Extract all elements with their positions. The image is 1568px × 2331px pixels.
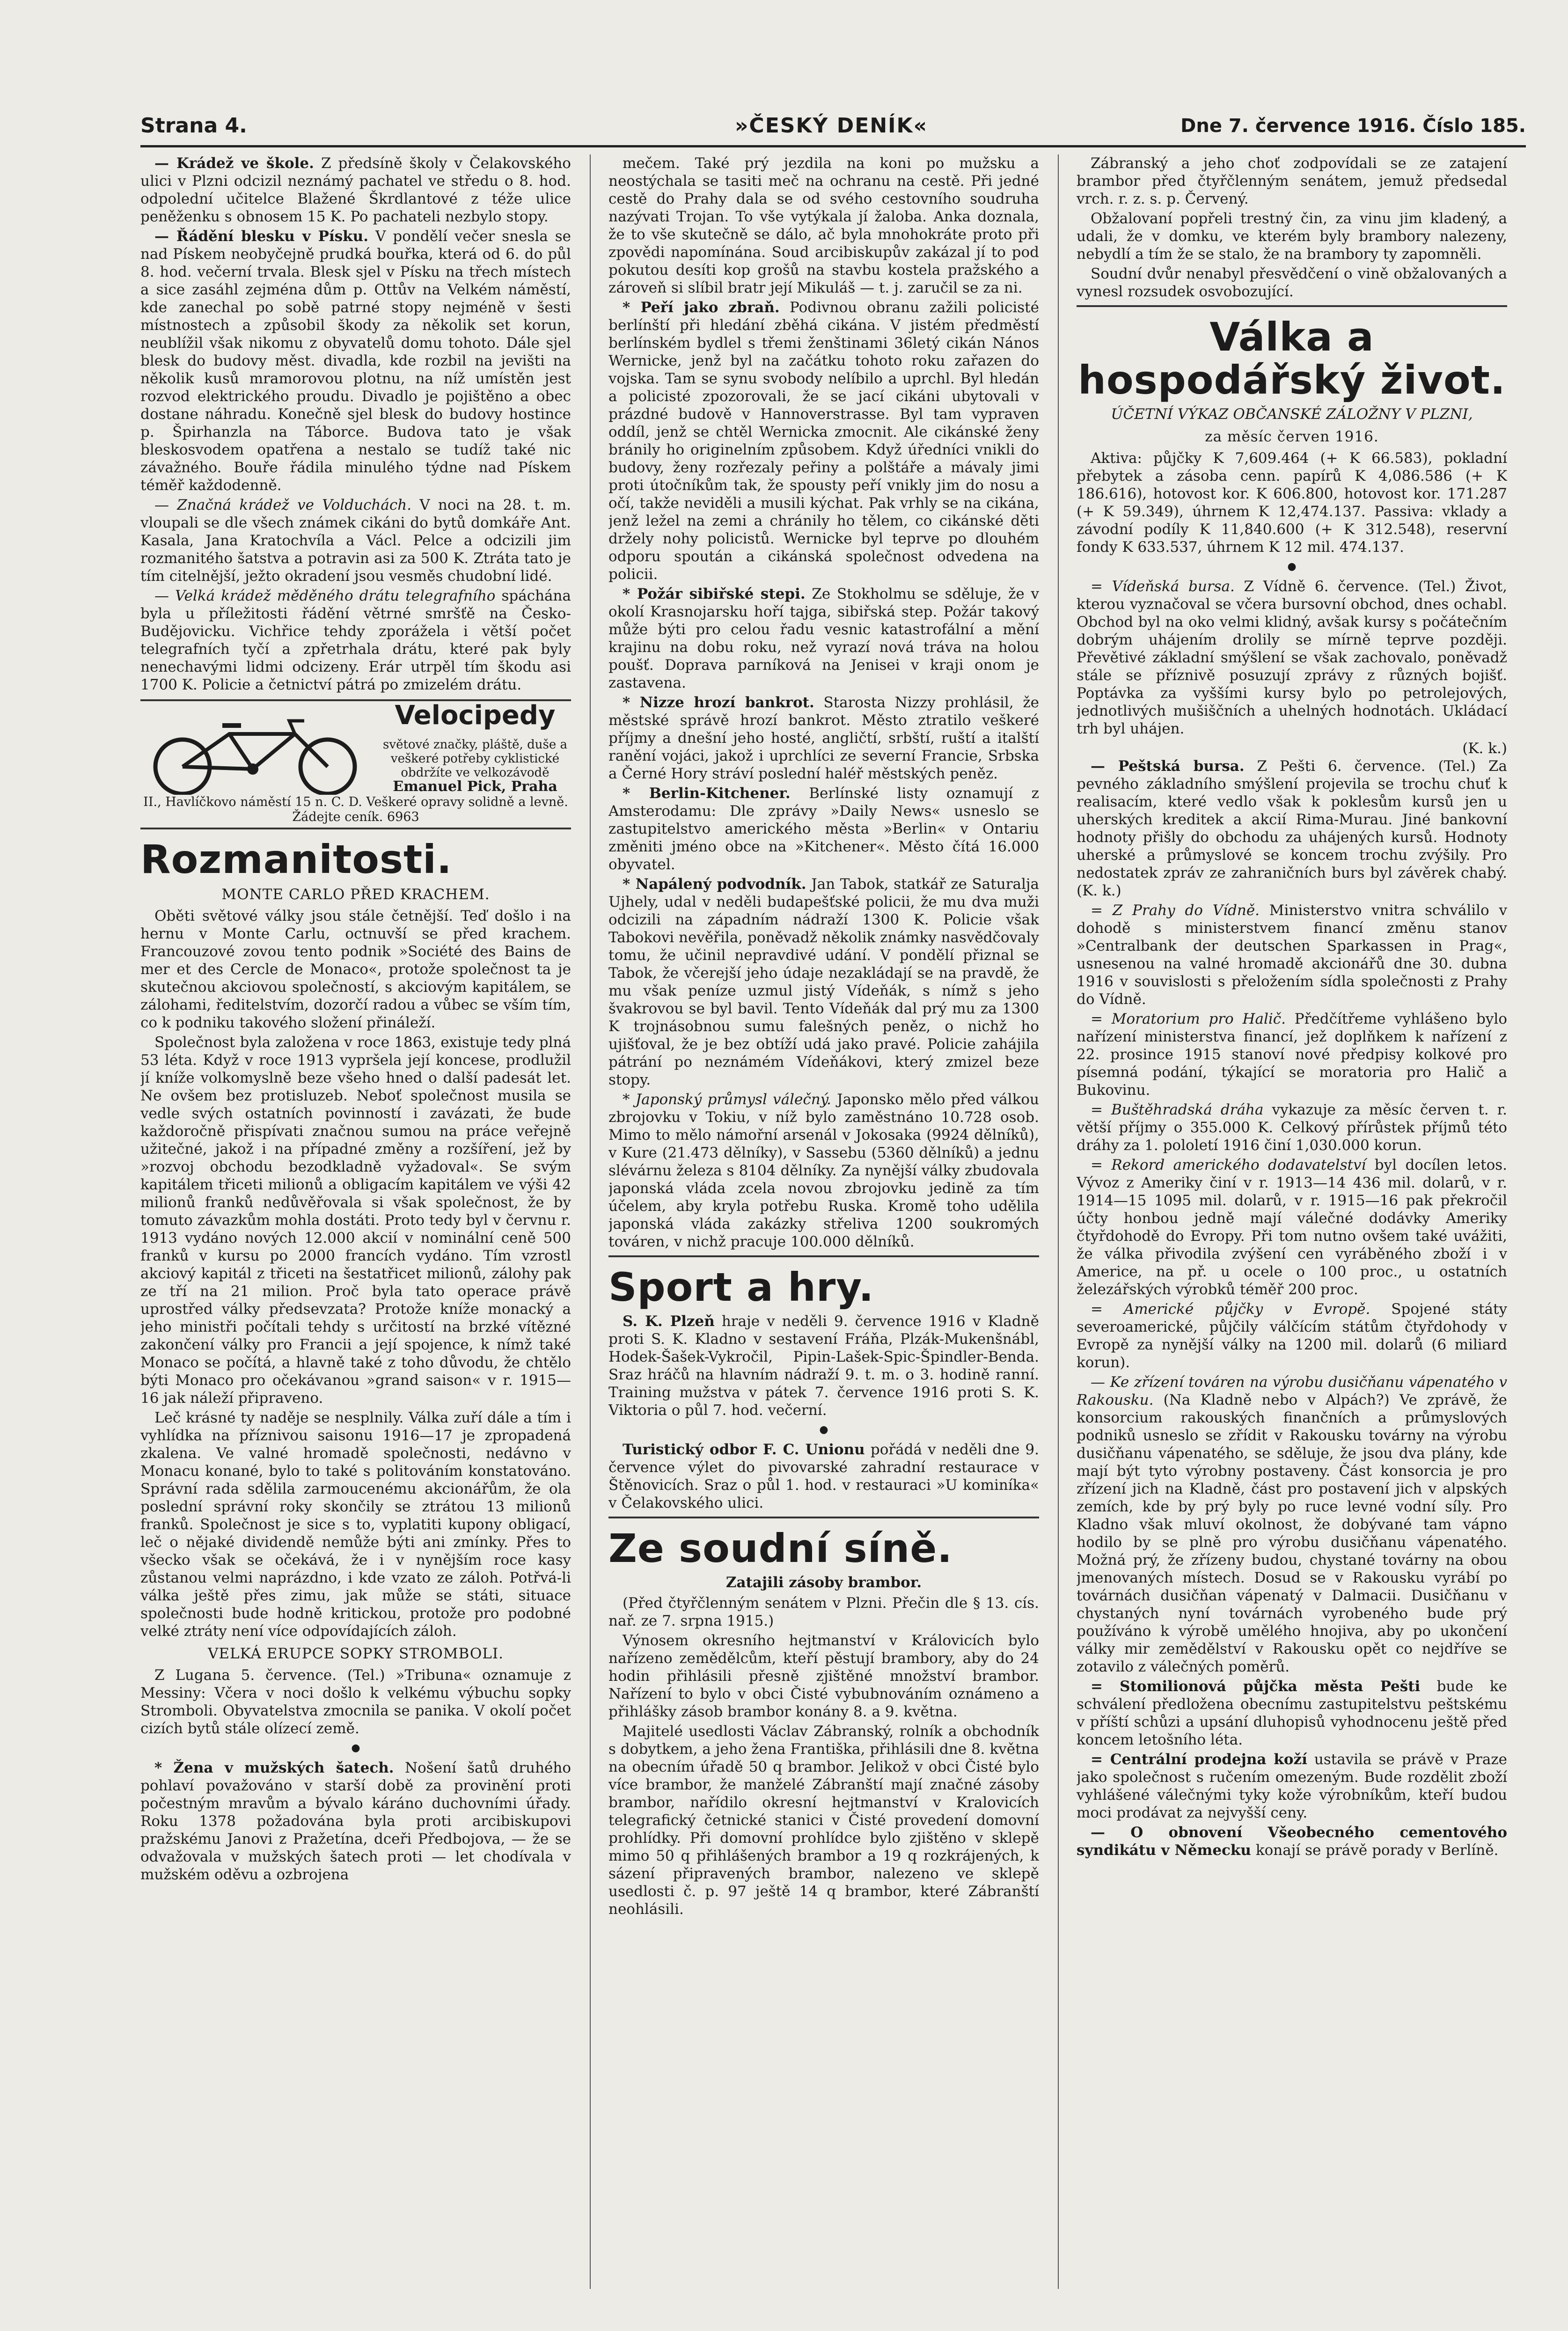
- article-kicker: = Vídeňská bursa.: [1091, 578, 1235, 595]
- article-kicker: S. K. Plzeň: [623, 1313, 715, 1330]
- article-text: Jan Tabok, statkář ze Saturalja Ujhely, udal v neděli budapešťské policii, že mu dva muži odcizili na západním nádraží 1300 K. Policie však Tabokovi nevěřila, poněvadž několik známky nasvědčovaly tomu, že učinil nepravdivé udání. V pondělí přiznal se Tabok, že včerejší jeho údaje nezakládají se na pravdě, že mu však peníze uzmul jistý Vídeňák, s nímž s jeho švakrovou se byl bavil. Tento Vídeňák dal prý mu za 1300 K trojnásobnou sumu falešných peněz, o nichž ho ujišťoval, že je bez obtíží udá jako pravé. Policie zahájila pátrání po neznámém Vídeňákovi, který zmizel beze stopy.: [608, 876, 1039, 1088]
- article-text: Starosta Nizzy prohlásil, že městské správě hrozí bankrot. Město ztratilo veškeré příjmy a dnešní jeho hosté, angličtí, srbští, ruští a italští ranění vojáci, jakož i uprchlíci ze severní Francie, Srbska a Černé Hory stráví poslední haléř městských peněz.: [608, 694, 1039, 782]
- article-text: Spojené státy severoamerické, půjčily válčícím státům čtyřdohody v Evropě za nynější války na 1200 mil. dolarů (6 miliard korun).: [1077, 1301, 1507, 1371]
- article: [1077, 1824, 1507, 1859]
- article-kicker: = Z Prahy do Vídně.: [1091, 902, 1260, 919]
- article-text: Z Pešti 6. července. (Tel.) Za pevného základního smýšlení projevila se trochu chuť k realisacím, které vedlo však k poklesům kursů jen u uherských kreditek a akcií Rima-Murau. Jiné bankovní hodnoty přišly do obchodu za uhájených kursů. Hodnoty uherské a průmyslové se koncem trochu zvýšily. Pro nedostatek zpráv ze zahraničních burs byl závěrek chabý. (K. k.): [1077, 758, 1507, 899]
- article-text: konají se právě porady v Berlíně.: [1255, 1842, 1499, 1859]
- article-title: VELKÁ ERUPCE SOPKY STROMBOLI.: [208, 1645, 504, 1662]
- article-text: Ministerstvo vnitra schválilo v dohodě s ministerstvem financí změnu stanov »Centralbank der deutschen Sparkassen in Prag«, usnesenou na valné hromadě akcionářů dne 30. dubna 1916 v souvislosti s přeložením sídla společnosti z Prahy do Vídně.: [1077, 902, 1507, 1008]
- article: [1077, 902, 1507, 1008]
- article-kicker: — O obnovení Všeobecného cementového syndikátu v Německu: [1077, 1824, 1507, 1859]
- article-text: Zábranský a jeho choť zodpovídali se ze zatajení brambor před čtyřčlenným senátem, jemuž předsedal vrch. r. z. s. p. Červený.: [1077, 155, 1507, 207]
- ad-footer: [140, 795, 571, 825]
- article: [1077, 1373, 1507, 1676]
- section-title: Ze soudní síně.: [608, 1525, 953, 1571]
- article-kicker: = Rekord amerického dodavatelství: [1091, 1157, 1366, 1173]
- article-text: ustavila se právě v Praze jako společnost s ručením omezeným. Bude rozdělit zboží vyhlášené válečnými tyky kože výrobníkům, kteří budou moci prodávat za nejvyšší ceny.: [1077, 1751, 1507, 1821]
- article-kicker: = Centrální prodejna koží: [1091, 1751, 1307, 1768]
- column-3: [1077, 154, 1507, 1861]
- article-text: Aktiva: půjčky K 7,609.464 (+ K 66.583), pokladní přebytek a zásoba cenn. papírů K 4,086.586 (+ K 186.616), hotovost kor. K 606.800, hotovost kor. 171.287 (+ K 59.349), úhrnem K 12,474.137. Passiva: vklady a závodní podíly K 11,840.600 (+ K 312.548), reservní fondy K 633.537, úhrnem K 12 mil. 474.137.: [1077, 450, 1507, 556]
- article: [1077, 1751, 1507, 1822]
- article-text: Ze Stokholmu se sděluje, že v okolí Krasnojarsku hoří tajga, sibiřská step. Požár takový může býti pro celou řadu vesnic katastrofální a mění krajinu na dobu roku, než vyrazí nová tráva na holou poušť. Doprava parníková na Jenisei v kraji onom je zastavena.: [608, 586, 1039, 691]
- article-text: Předčítřeme vyhlášeno bylo nařízení ministerstva financí, jež doplňkem k nařízení z 22. prosince 1915 stanoví nové předpisy kolkové pro písemná podání, týkající se moratoria pro Halič a Bukovinu.: [1077, 1011, 1507, 1099]
- article: [140, 154, 571, 226]
- issue-date: Dne 7. července 1916. Číslo 185.: [1180, 115, 1526, 137]
- article: [140, 1759, 571, 1884]
- column-rule: [1058, 154, 1059, 2289]
- article-kicker: * Peří jako zbraň.: [623, 299, 780, 316]
- article-kicker: — Značná krádež ve Volduchách.: [154, 497, 412, 513]
- section-title: Válka a hospodářský život.: [1078, 314, 1506, 403]
- article-text: V pondělí večer snesla se nad Pískem neobyčejně prudká bouřka, která od 6. do půl 8. hod. večerní trvala. Blesk sjel v Písku na třech místech a sice zasáhl zejména dům p. Ottův na Velkém náměstí, kde zanechal po sobě patrné stopy nejméně v šesti místnostech a způsobil škody za několik set korun, neublížil však nikomu z obyvatelů domu tohoto. Dále sjel blesk do budovy měst. divadla, kde rozbil na jevišti na několik kusů mramorovou plotnu, na níž umístěn jest rozvod elektrického proudu. Divadlo je pojištěno a obec dostane náhradu. Konečně sjel blesk do budovy hostince p. Špirhanzla na Táborce. Budova tato je však bleskosvodem opatřena a nestalo se tudíž také nic závažného. Bouře řádila minulého týdne nad Pískem téměř každodenně.: [140, 228, 571, 494]
- article-text: Soudní dvůr nenabyl přesvědčení o vině obžalovaných a vynesl rozsudek osvobozující.: [1077, 265, 1507, 300]
- article-text: (Na Kladně nebo v Alpách?) Ve zprávě, že konsorcium rakouských finančních a průmyslových podniků usneslo se zřídit v Rakousku továrny na výrobu dusičňanu vápenatého, se sděluje, že jsou dva plány, kde mají být tyto výrobny postaveny. Část konsorcia je pro zřízení jich na Kladně, část pro postavení jich v alpských zemích, kde by prý byly po ruce levné vodní síly. Pro Kladno však mluví okolnost, že dobývané tam vápno hodilo by se plně pro výrobu dusičňanu vápenatého. Možná prý, že zřízeny budou, chystané továrny na obou jmenovaných místech. Dosud se v Rakousku vyrábí po továrnách dusičňan vápenatý v Dalmacii. Dusičňanu v chystaných nyní továrnách vyrobeného bude prý používáno k výrobě umělého hnojiva, aby po ukončení války mir zemědělství v Rakousku opět co nejdříve se zotavilo z válečných poměrů.: [1077, 1392, 1507, 1675]
- ad-number: 6963: [387, 810, 419, 824]
- article-kicker: * Napálený podvodník.: [623, 876, 806, 893]
- page-number: Strana 4.: [140, 114, 247, 138]
- article-kicker: = Stomilionová půjčka města Pešti: [1091, 1678, 1421, 1695]
- article-text: Oběti světové války jsou stále četnější. Teď došlo i na hernu v Monte Carlu, octnuvší se před krachem. Francouzové zovou tento podnik »Société des Bains de mer et des Cercle de Monaco«, protože společnost ta je skutečnou akciovou společností, s akciovým kapitálem, se zálohami, ředitelstvím, dozorčí radou a vůbec se vším tím, co k podniku takového složení přináleží.: [140, 908, 571, 1031]
- article-text: Z předsíně školy v Čelakovského ulici v Plzni odcizil neznámý pachatel ve středu o 8. hod. odpolední učitelce Blažené Škrdlantové z téže ulice peněženku s obnosem 15 K. Po pachateli nezbylo stopy.: [140, 155, 571, 225]
- article: [608, 1091, 1039, 1251]
- divider-star: ●: [819, 1424, 828, 1436]
- section-rule: [1077, 305, 1507, 307]
- article-text: pořádá v neděli dne 9. července výlet do pivovarské zahradní restaurace v Štěnovicích. Sraz o půl 1. hod. v restauraci »U kominíka« v Čelakovského ulici.: [608, 1441, 1039, 1511]
- article-text: Společnost byla založena v roce 1863, existuje tedy plná 53 léta. Když v roce 1913 vypršela její koncese, prodlužil jí kníže volkomyslně beze všeho hned o další padesát let. Ne ovšem bez protisluzeb. Neboť společnost musila se vedle svých ostatních povinností i zavázati, že bude každoročně přispívati značnou sumou na práce veřejně užitečné, jakož i na případné změny a rozšíření, jež by »rozvoj obchodu bezodkladně vyžadoval«. Se svým kapitálem třiceti milionů a obligacím kapitálem ve výši 42 milionů franků nedůvěřovala si však společnost, že by tomuto závazkům mohla dostáti. Proto tedy byl v červnu r. 1913 vydáno nových 12.000 akcií v nominální ceně 500 franků v kursu po 2000 francích vydáno. Tím vzrostl akciový kapitál z třiceti na šestatřicet milionů, zálohy pak ze tří na 21 milion. Proč byla tato operace právě uprostřed války předsevzata? Protože kníže monacký a jeho ministři počítali tehdy s určitostí na brzké vítězné zakončení války pro Francii a její spojence, k nímž také Monaco se počítá, a hlavně také z toho důvodu, že chtělo býti Monaco pro očekávanou »grand saison« v r. 1915—16 jak náleží připraveno.: [140, 1034, 571, 1407]
- article: [608, 299, 1039, 583]
- article-text: Leč krásné ty naděje se nesplnily. Válka zuří dále a tím i vyhlídka na příznivou saisonu 1916—17 je zpropadená zkalena. Ve valné hromadě společnosti, nedávno v Monacu konané, bylo to také s politováním konstatováno. Správní rada sdělila zarmoucenému akcionářům, že ola poslední správní roky skončily se ztrátou 13 milionů franků. Společnost je sice s to, vyplatiti kupony obligací, leč o nějaké dividendě nemůže býti ani zmínky. Přes to všecko však se očekává, že i v nynějším roce kasy zůstanou velmi naprázdno, i kde vzato ze záloh. Potřvá-li válka ještě přes zimu, jak může se státi, situace společnosti bude hodně kritickou, protože pro podobné velké ztráty není více odpovídajících záloh.: [140, 1409, 571, 1640]
- article: [608, 694, 1039, 783]
- article-kicker: * Žena v mužských šatech.: [154, 1759, 394, 1776]
- article-kicker: — Peštská bursa.: [1091, 758, 1245, 775]
- article-kicker: * Berlin-Kitchener.: [623, 785, 791, 802]
- article-text: spáchána byla u příležitosti řádění větrné smršťě na Česko-Budějovicku. Vichřice tehdy zporážela i větší počet telegrafních tyčí a zpřetrhala drátu, které pak byly nenechavými lidmi odcizeny. Erár utrpěl tím škodu asi 1700 K. Policie a četnictví pátrá po zmizelém drátu.: [140, 587, 571, 693]
- ad-description: světové značky, pláště, duše a veškeré potřeby cyklistické obdržíte ve velkozávodě: [383, 738, 567, 780]
- article-title: ÚČETNÍ VÝKAZ OBČANSKÉ ZÁLOŽNY V PLZNI,: [1111, 406, 1473, 423]
- article-text: bude ke schválení předložena obecnímu zastupitelstvu peštskému v příští schůzi a upsání dluhopisů vyhodnocenu ještě před koncem letošního léta.: [1077, 1678, 1507, 1748]
- article-kicker: Turistický odbor F. C. Unionu: [623, 1441, 865, 1458]
- article-text: mečem. Také prý jezdila na koni po mužsku a neostýchala se tasiti meč na ochranu na cestě. Při jedné cestě do Prahy dala se od svého cestovního soudruha nazývati Trojan. To vše vytýkala jí žaloba. Anka doznala, že to vše skutečně se dálo, ač byla mnohokráte proto při zpovědi napomínána. Soud arcibiskupův zakázal jí to pod pokutou desíti kop grošů na stavbu kostela pražského a zároveň si slíbil bratr její Mikuláš — t. j. zaručil se za ni.: [608, 155, 1039, 296]
- article: [1077, 1678, 1507, 1749]
- article-title: MONTE CARLO PŘED KRACHEM.: [221, 886, 490, 903]
- column-2: [608, 154, 1039, 1920]
- article-kicker: = Buštěhradská dráha: [1091, 1101, 1264, 1118]
- ad-title: Velocipedy: [395, 700, 556, 731]
- masthead-title: »ČESKÝ DENÍK«: [735, 114, 928, 138]
- article-kicker: — Krádež ve škole.: [154, 155, 314, 172]
- article-signature: (K. k.): [1462, 740, 1507, 757]
- article-text: byl docílen letos. Vývoz z Ameriky činí v r. 1913—14 436 mil. dolarů, v r. 1914—15 1095 mil. dolarů, v r. 1915—16 pak překročil účty honbou jedně mají válečné dodávky Ameriky čtyřdohodě do Evropy. Při tom nutno ovšem také uvážiti, že válka přivodila zvýšení cen vyráběného zboží i v Americe, na př. u ocele o 100 proc., u ostatních železářských výrobků téměř 200 proc.: [1077, 1157, 1507, 1298]
- article: [1077, 1156, 1507, 1298]
- article-kicker: * Japonský průmysl válečný.: [623, 1091, 831, 1108]
- article-kicker: — Velká krádež měděného drátu telegrafního: [154, 587, 496, 604]
- article: [1077, 1010, 1507, 1099]
- article-title: Zatajili zásoby brambor.: [725, 1574, 922, 1591]
- newspaper-page: [140, 94, 1526, 2294]
- article-kicker: — Řádění blesku v Písku.: [154, 228, 368, 245]
- article-text: Japonsko mělo před válkou zbrojovku v Tokiu, v níž bylo zaměstnáno 10.728 osob. Mimo to mělo námořní arsenál v Jokosaka (9924 dělníků), v Kure (21.473 dělníky), v Sassebu (5360 dělníků) a jednu slévárnu železa s 8104 dělníky. Za nynější války zbudovala japonská vláda zcela novou zbrojovku jedině za tím účelem, aby kryla potřebu Ruska. Kromě toho udělila japonská vláda zakázky střelivа 1200 soukromých továren, v nichž pracuje 100.000 dělníků.: [608, 1091, 1039, 1250]
- article-text: Majitelé usedlosti Václav Zábranský, rolník a obchodník s dobytkem, a jeho žena Františka, přihlásili dne 8. května na obecním úřadě 50 q brambor. Jelikož v obci Čisté bylo více brambor, že manželé Zábranští mají značné zásoby brambor, nařídilo okresní hejtmanství v Kralovicích telegrafický četnické stanici v Čisté provedení domovní prohlídky. Při domovní prohlídce bylo zjištěno v sklepě mimo 50 q přihlášených brambor a 19 q rozkrájených, k sázení připravených brambor, nalezeno ve sklepě usedlosti č. p. 97 ještě 14 q brambor, které Zábranští neohlásili.: [608, 1723, 1039, 1918]
- article-subtitle: za měsíc červen 1916.: [1205, 428, 1379, 445]
- article: [608, 585, 1039, 692]
- article-note: (Před čtyřčlenným senátem v Plzni. Přečin dle § 13. cís. nař. ze 7. srpna 1915.): [608, 1595, 1039, 1629]
- article-kicker: = Americké půjčky v Evropě.: [1091, 1301, 1370, 1318]
- bicycle-illustration: [140, 715, 374, 795]
- article-text: Berlínské listy oznamují z Amsterodamu: Dle zprávy »Daily News« usneslo se zastupitelstvo amerického města »Berlin« v Ontariu změniti jméno obce na »Kitchener«. Město čítá 16.000 obyvatel.: [608, 785, 1039, 873]
- article: [140, 587, 571, 694]
- ad-firm: Emanuel Pick, Praha: [393, 778, 557, 795]
- article-kicker: — Ke zřízení továren na výrobu dusičňanu vápenatého v Rakousku.: [1077, 1374, 1507, 1408]
- article-text: Obžalovaní popřeli trestný čin, za vinu jim kladený, a udali, že v domku, ve kterém byly brambory nalezeny, nebydlí a tím že se stalo, že na brambory ty zapomněli.: [1077, 210, 1507, 263]
- section-title: Rozmanitosti.: [140, 836, 452, 882]
- article: [1077, 1300, 1507, 1371]
- article: [608, 784, 1039, 873]
- article: [1077, 1101, 1507, 1154]
- article-text: Podivnou obranu zažili policisté berlínští při hledání zběhá cikána. V jistém předměstí berlínském bydlel s třemi ženštinami 36letý cikán Nános Wernicke, jenž byl na začátku tohoto roku zařazen do vojska. Tam se synu svobody nelíbilo a uprchl. Byl hledán a policisté zpozorovali, že se jací cikáni ubytovali v prázdné budově v Hannoverstrasse. Byl tam vypraven oddíl, jenž se chtěl Wernicka zmocnit. Ale cikánské ženy bránily ho originelním způsobem. Když úředníci vnikli do budovy, ženy rozřezaly peřiny a polštáře a mávaly jimi proti útočníkům tak, že spousty peří vnikly jim do nosu a očí, takže neviděli a musili kýchat. Pak vrhly se na cikána, jenž ležel na zemi a chránily ho tělem, co cikánské děti držely nohy policistů. Wernicke byl teprve po dlouhém odporu spoután a cikánská společnost odvedena na policii.: [608, 299, 1039, 583]
- divider-star: ●: [1287, 561, 1297, 572]
- section-rule: [608, 1255, 1039, 1257]
- article: [140, 227, 571, 494]
- article-text: Nošení šatů druhého pohlaví považováno v starší době za provinění proti počestným mravům a bývalo káráno duchovními úřady. Roku 1378 požadována byla proti arcibiskupovi pražskému Janovi z Pražetína, dceři Předbojova, — že se odvažovala v mužských šatech proti — let chodívala v mužském oděvu a ozbrojena: [140, 1759, 571, 1883]
- article-text: Z Vídně 6. července. (Tel.) Život, kterou vyznačoval se včera bursovní obchod, dnes ochabl. Obchod byl na oko velmi klidný, avšak kursy s počátečním dobrým uhájením drolily se mírně teprve později. Převětivé základní smýšlení se však zachovalo, poněvadž stále se příznivě posuzují zprávy z různých bojišť. Poptávka za vyššími kursy bylo po petrolejových, jednotlivých mušiščních a uhelných hodnotách. Ukládací trh byl uhájen.: [1077, 578, 1507, 737]
- column-rule: [590, 154, 591, 2289]
- article: [1077, 578, 1507, 738]
- page-header: [140, 108, 1526, 147]
- article-kicker: * Nizze hrozí bankrot.: [623, 694, 814, 711]
- article: [608, 1312, 1039, 1419]
- divider-star: ●: [351, 1742, 360, 1754]
- article: [608, 875, 1039, 1089]
- ad-address: II., Havlíčkovo náměstí 15 n. C. D. Veškeré opravy solidně a levně. Žádejte ceník.: [143, 795, 568, 824]
- bicycle-advertisement: [140, 699, 571, 829]
- article-text: V noci na 28. t. m. vloupali se dle všech známek cikáni do bytů domkáře Ant. Kasala, Jana Kratochvíla a Václ. Pelce a odcizili jim rozmanitého šatstva a potravin asi za 500 K. Ztráta tato je tím citelnější, ježto okradení jsou vesměs chudobní lidé.: [140, 497, 571, 585]
- ad-text: [379, 738, 571, 794]
- column-1: [140, 154, 571, 1885]
- article: [140, 496, 571, 585]
- article: [608, 1441, 1039, 1512]
- article-text: Z Lugana 5. července. (Tel.) »Tribuna« oznamuje z Messiny: Včera v noci došlo k velkému výbuchu sopky Stromboli. Obyvatelstva zmocnila se panika. V okolí počet cizích bytů stále olízecí země.: [140, 1667, 571, 1737]
- article-kicker: = Moratorium pro Halič.: [1091, 1011, 1286, 1027]
- section-rule: [608, 1517, 1039, 1518]
- section-title: Sport a hry.: [608, 1264, 874, 1310]
- article-kicker: * Požár sibiřské stepi.: [623, 586, 806, 602]
- article-text: vykazuje za měsíc červen t. r. větší příjmy o 355.000 K. Celkový přírůstek příjmů této dráhy za 1. pololetí 1916 činí 1,030.000 korun.: [1077, 1101, 1507, 1154]
- article: [1077, 757, 1507, 900]
- article-text: hraje v neděli 9. července 1916 v Kladně proti S. K. Kladno v sestavení Fráňa, Plzák-Mukenšnábl, Hodek-Šašek-Vykročil, Pipin-Lašek-Spic-Špindler-Benda. Sraz hráčů na hlavním nádraží 9. t. m. o 3. hodině ranní. Training mužstva v pátek 7. července 1916 proti S. K. Viktoria o půl 7. hod. večerní.: [608, 1313, 1039, 1419]
- article-text: Výnosem okresního hejtmanství v Královicích bylo nařízeno zemědělcům, kteří pěstují brambory, aby do 24 hodin přihlásili přesně zjištěné množství brambor. Nařízení to bylo v obci Čisté vybubnováním oznámeno a přihlášky zásob brambor konány 8. a 9. května.: [608, 1632, 1039, 1720]
